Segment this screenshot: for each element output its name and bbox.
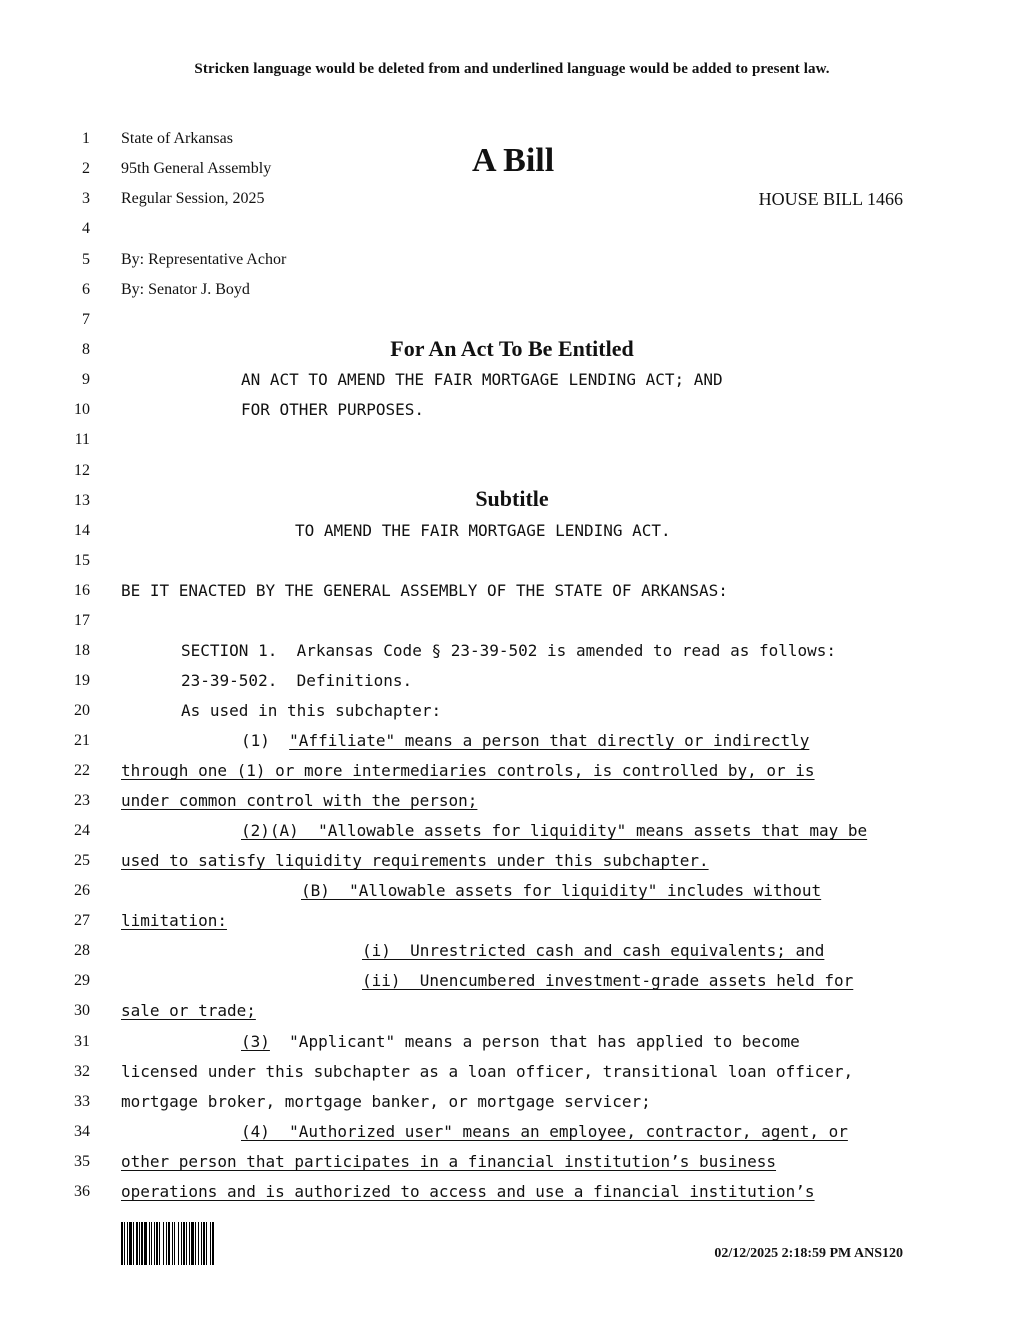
line-number: 15 (74, 552, 90, 569)
line-35 (0, 1152, 1024, 1182)
line-32 (0, 1062, 1024, 1092)
line-number: 11 (74, 431, 90, 448)
state-name: State of Arkansas (121, 130, 233, 147)
item-label: (1) (241, 731, 290, 750)
line-23 (0, 791, 1024, 821)
body-line: mortgage broker, mortgage banker, or mortgage servicer; (121, 1092, 651, 1111)
inserted-text: (4) "Authorized user" means an employee, contractor, agent, or (241, 1122, 848, 1141)
inserted-text: (i) Unrestricted cash and cash equivalents; and (362, 941, 825, 960)
line-number: 25 (74, 852, 90, 869)
document-type: A Bill (472, 142, 555, 179)
line-number: 9 (82, 371, 90, 388)
title-heading: For An Act To Be Entitled (390, 336, 634, 361)
inserted-text: "Affiliate" means a person that directly or indirectly (289, 731, 810, 750)
body-line (241, 1032, 800, 1052)
line-14 (0, 521, 1024, 551)
line-10 (0, 400, 1024, 430)
footer-timestamp: 02/12/2025 2:18:59 PM ANS120 (714, 1246, 903, 1261)
inserted-text: (3) (241, 1032, 270, 1051)
line-29 (0, 971, 1024, 1001)
line-number: 2 (82, 160, 90, 177)
bill-number: HOUSE BILL 1466 (758, 189, 903, 209)
sponsor-senator: By: Senator J. Boyd (121, 281, 250, 298)
line-number: 33 (74, 1093, 90, 1110)
code-section-title: 23-39-502. Definitions. (181, 671, 413, 690)
line-16 (0, 581, 1024, 611)
line-number: 17 (74, 612, 90, 629)
line-number: 26 (74, 882, 90, 899)
section-heading: SECTION 1. Arkansas Code § 23-39-502 is amended to read as follows: (181, 641, 837, 660)
line-number: 34 (74, 1123, 90, 1140)
line-number: 30 (74, 1002, 90, 1019)
inserted-text: (B) "Allowable assets for liquidity" includes without (301, 881, 822, 900)
inserted-text: sale or trade; (121, 1001, 256, 1020)
inserted-text: used to satisfy liquidity requirements under this subchapter. (121, 851, 709, 870)
line-number: 29 (74, 972, 90, 989)
line-31 (0, 1032, 1024, 1062)
line-number: 4 (82, 220, 90, 237)
session-name: Regular Session, 2025 (121, 190, 265, 207)
amendment-notice: Stricken language would be deleted from and underlined language would be added to present law. (194, 61, 830, 77)
line-5 (0, 250, 1024, 280)
line-number: 5 (82, 251, 90, 268)
inserted-text: under common control with the person; (121, 791, 478, 810)
inserted-text: operations and is authorized to access and use a financial institution’s (121, 1182, 815, 1201)
line-number: 27 (74, 912, 90, 929)
line-18 (0, 641, 1024, 671)
line-number: 14 (74, 522, 90, 539)
line-number: 1 (82, 130, 90, 147)
line-3 (0, 189, 1024, 219)
line-number: 19 (74, 672, 90, 689)
line-22 (0, 761, 1024, 791)
body-line: As used in this subchapter: (181, 701, 442, 720)
line-27 (0, 911, 1024, 941)
inserted-text: limitation: (121, 911, 227, 930)
inserted-text: through one (1) or more intermediaries controls, is controlled by, or is (121, 761, 815, 780)
line-19 (0, 671, 1024, 701)
line-number: 21 (74, 732, 90, 749)
line-number: 16 (74, 582, 90, 599)
line-number: 22 (74, 762, 90, 779)
body-line: licensed under this subchapter as a loan officer, transitional loan officer, (121, 1062, 854, 1081)
line-9 (0, 370, 1024, 400)
assembly-name: 95th General Assembly (121, 160, 272, 177)
line-number: 35 (74, 1153, 90, 1170)
line-34 (0, 1122, 1024, 1152)
line-number: 3 (82, 190, 90, 207)
line-21 (0, 731, 1024, 761)
sponsor-representative: By: Representative Achor (121, 251, 287, 268)
line-36 (0, 1182, 1024, 1212)
line-24 (0, 821, 1024, 851)
inserted-text: (2)(A) "Allowable assets for liquidity" means assets that may be (241, 821, 868, 840)
line-33 (0, 1092, 1024, 1122)
line-25 (0, 851, 1024, 881)
existing-text: "Applicant" means a person that has applied to become (269, 1032, 800, 1051)
inserted-text: other person that participates in a financial institution’s business (121, 1152, 777, 1171)
line-number: 31 (74, 1033, 90, 1050)
subtitle-text: TO AMEND THE FAIR MORTGAGE LENDING ACT. (295, 521, 671, 540)
line-26 (0, 881, 1024, 911)
line-number: 7 (82, 311, 90, 328)
line-number: 18 (74, 642, 90, 659)
barcode (121, 1222, 249, 1265)
inserted-text: (ii) Unencumbered investment-grade assets held for (362, 971, 854, 990)
line-number: 32 (74, 1063, 90, 1080)
line-number: 28 (74, 942, 90, 959)
line-number: 24 (74, 822, 90, 839)
line-number: 20 (74, 702, 90, 719)
line-number: 13 (74, 492, 90, 509)
line-number: 10 (74, 401, 90, 418)
body-line (241, 731, 809, 751)
subtitle-heading: Subtitle (475, 486, 549, 511)
line-number: 8 (82, 341, 90, 358)
enacting-clause: BE IT ENACTED BY THE GENERAL ASSEMBLY OF THE STATE OF ARKANSAS: (121, 581, 728, 600)
line-number: 23 (74, 792, 90, 809)
line-28 (0, 941, 1024, 971)
line-30 (0, 1001, 1024, 1031)
line-number: 6 (82, 281, 90, 298)
line-6 (0, 280, 1024, 310)
line-number: 12 (74, 462, 90, 479)
line-20 (0, 701, 1024, 731)
title-line-1: AN ACT TO AMEND THE FAIR MORTGAGE LENDING ACT; AND (241, 370, 723, 389)
title-line-2: FOR OTHER PURPOSES. (241, 400, 425, 419)
line-number: 36 (74, 1183, 90, 1200)
